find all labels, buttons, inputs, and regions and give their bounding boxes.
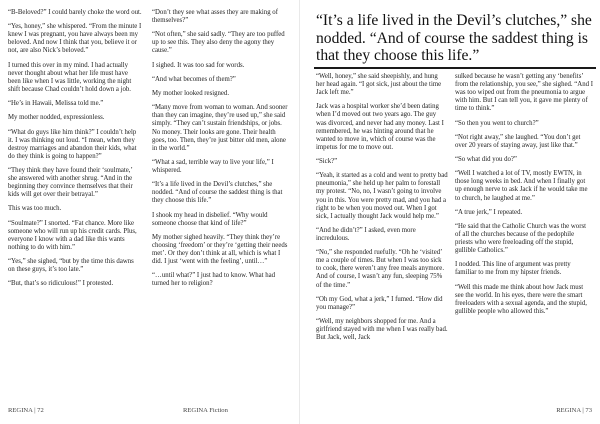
paragraph: “It’s a life lived in the Devil’s clutches,” she nodded. “And of course the saddest thing is that they choose this life.” [152,181,283,205]
paragraph: “What a sad, terrible way to live your life,” I whispered. [152,158,274,174]
paragraph: “So then you went to church?” [455,119,539,127]
paragraph: “B-Beloved?” I could barely choke the word out. [8,9,142,16]
paragraph: “So what did you do?” [455,156,517,164]
pull-quote-rule [314,67,596,69]
paragraph: I turned this over in my mind. I had actually never thought about what her life must have been like when I was little, working the night shift because Chad couldn’t hold down a job. [8,61,132,93]
running-footer: REGINA Fiction [183,407,228,414]
paragraph: “Soulmate?” I snorted. “Fat chance. More like someone who will run up his credit cards. Plus, everyone I know with a dad like this wants nothing to do with him.” [8,219,137,251]
paragraph: “Yes, honey,” she whispered. “From the minute I knew I was pregnant, you have always been my beloved. And now I think that you, believe it or not, are also Nick’s beloved.” [8,23,142,55]
left-column-1 [8,9,142,295]
paragraph: “…until what?” I just had to know. What had turned her to religion? [152,272,276,288]
paragraph: “And what becomes of them?” [152,75,236,83]
paragraph: “Many move from woman to woman. And sooner than they can imagine, they’re used up,” she said simply. “They can’t sustain friendships, or jobs. No money. Their looks are gone. Their health goes, too. Then, they’re just bitter old men, alone in the world.” [152,104,288,152]
paragraph: Jack was a hospital worker she’d been dating when I’d moved out two years ago. The guy was divorced, and never had any money. Last I remembered, he was hinting around that he wanted to move in, which of course was the impetus for me to move out. [316,103,444,151]
paragraph: “Not often,” she said sadly. “They are too puffed up to see this. They also deny the agony they cause.” [152,31,285,55]
paragraph: “But, that’s so ridiculous!” I protested. [8,280,114,288]
paragraph: “He said that the Catholic Church was the worst of all the churches because of the pedophile priests who were freeloading off the stupid, gullible Catholics.” [455,222,586,255]
paragraph: “Don’t they see what asses they are making of themselves?” [152,9,278,25]
paragraph: “Yeah, it started as a cold and went to pretty bad pneumonia,” she held up her palm to forestall my protest. “No, no, I wasn’t going to involve you in this. You were pretty mad, and you had a right to be when you moved out. When I got sick, I actually thought Jack would help me.” [316,172,448,220]
paragraph: I nodded. This line of argument was pretty familiar to me from my hipster friends. [455,261,571,277]
paragraph: “He’s in Hawaii, Melissa told me.” [8,100,104,108]
page-number-right: REGINA | 73 [556,407,592,414]
paragraph: “And he didn’t?” I asked, even more incredulous. [316,226,416,242]
paragraph: “Well I watched a lot of TV, mostly EWTN, in those long weeks in bed. And when I finally got up enough nerve to ask Jack if he would take me to church, he laughed at me.” [455,170,588,202]
right-column-2 [455,73,593,322]
paragraph: My mother looked resigned. [152,90,230,98]
paragraph: “Well, honey,” she said sheepishly, and hung her head again. “I got sick, just about the time Jack left me.” [316,73,442,97]
paragraph: “Well, my neighbors shopped for me. And a girlfriend stayed with me when I was really bad. But Jack, well, Jack [316,318,448,342]
paragraph: “Yes,” she sighed, “but by the time this dawns on these guys, it’s too late.” [8,258,134,274]
paragraph: “They think they have found their ‘soulmate,’ she answered with another shrug. “And in the beginning they convince themselves that their kids will get over their betrayal.” [8,166,133,199]
left-column-2 [152,9,288,295]
right-column-1 [316,73,448,348]
page-number-left: REGINA | 72 [8,407,44,414]
paragraph: I sighed. It was too sad for words. [152,61,245,69]
paragraph: My mother sighed heavily. “They think they’re choosing ‘freedom’ or they’re ‘getting their needs met’. Or they don’t think at all, which is what I did. I just ‘went with the feeling’, until…” [152,233,288,266]
pull-quote: “It’s a life lived in the Devil’s clutches,” she nodded. “And of course the saddest thing is that they choose this life.” [316,12,592,65]
paragraph: This was too much. [8,205,62,213]
paragraph: “Sick?” [316,158,338,166]
paragraph: “Not right away,” she laughed. “You don’t get over 20 years of staying away, just like that.” [455,133,581,149]
paragraph: “A true jerk,” I repeated. [455,208,523,216]
paragraph: My mother nodded, expressionless. [8,114,105,122]
paragraph: “Oh my God, what a jerk,” I fumed. “How did you manage?” [316,295,443,311]
paragraph: “Well this made me think about how Jack must see the world. In his eyes, there were the smart freeloaders with a sexual agenda, and the stupid, gullible people who allowed this.” [455,283,587,315]
paragraph: “No,” she responded ruefully. “Oh he ‘visited’ me a couple of times. But when I was too sick to cook, there weren’t any free meals anymore. And of course, I wasn’t any fun, sleeping 75% of the time.” [316,249,445,289]
paragraph: “What do guys like him think?” I couldn’t help it. I was thinking out loud. “I mean, when they destroy marriages and abandon their kids, what do they think is going to happen?” [8,128,137,160]
paragraph: I shook my head in disbelief. “Why would someone choose that kind of life?” [152,211,268,227]
paragraph: sulked because he wasn’t getting any ‘benefits’ from the relationship, you see,” she sighed. “And I was too wiped out from the pneumonia to argue with him. But I can tell you, it gave me plenty of time to think.” [455,73,593,113]
